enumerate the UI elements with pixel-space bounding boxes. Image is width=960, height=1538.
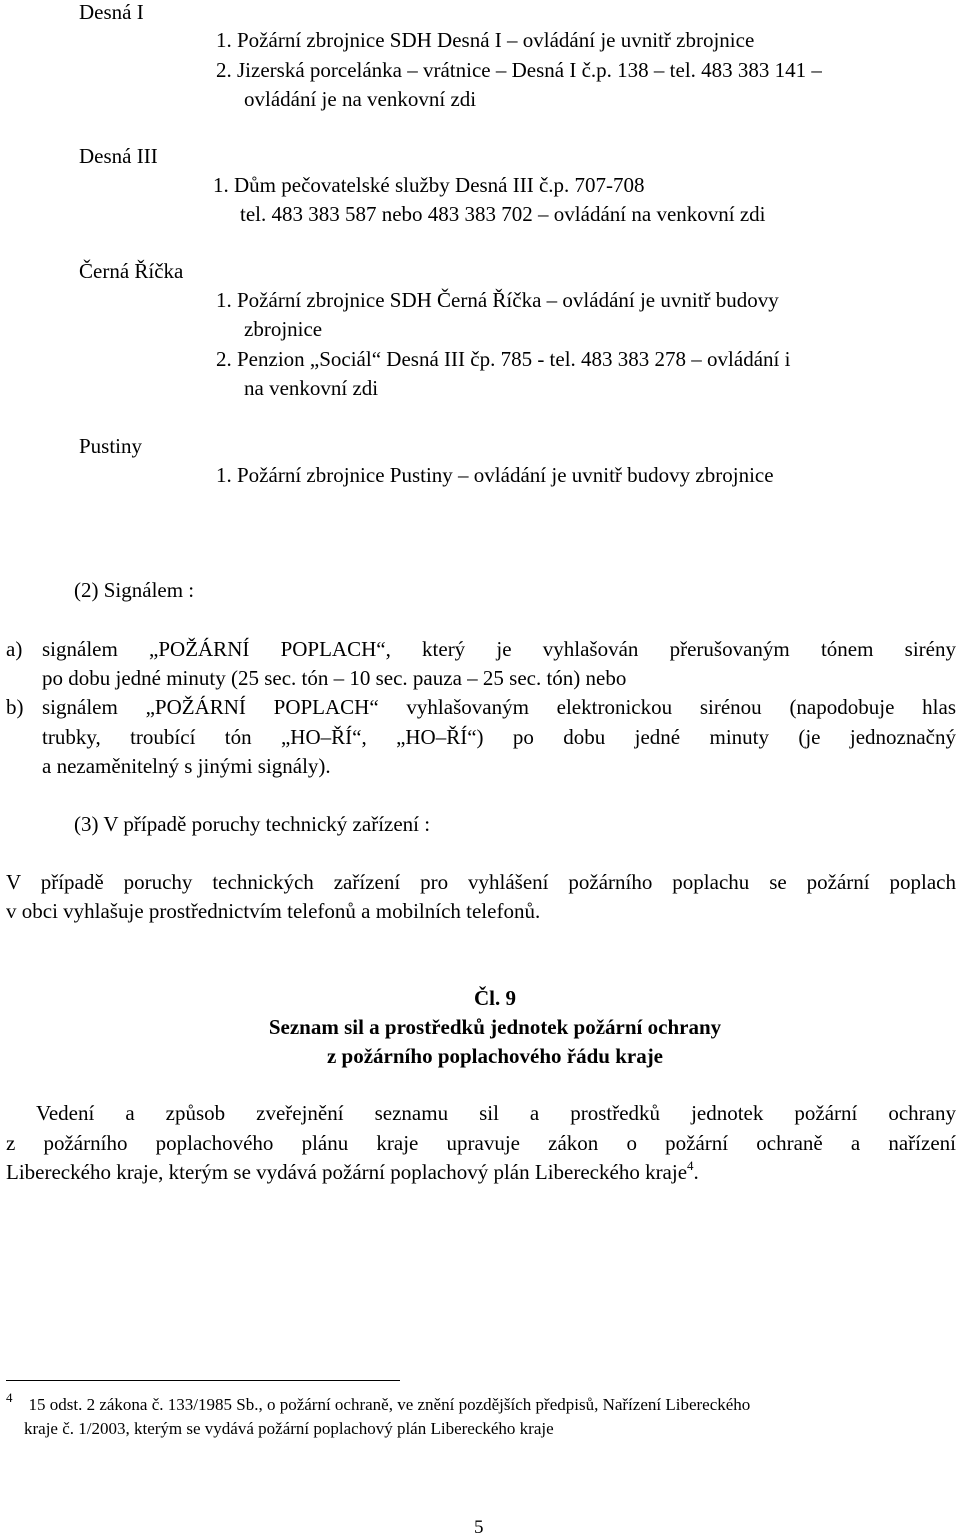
- item-marker: a): [6, 637, 23, 661]
- list-item: 1. Požární zbrojnice Pustiny – ovládání je uvnitř budovy zbrojnice: [216, 463, 774, 487]
- article-title: Seznam sil a prostředků jednotek požární ochrany: [268, 1015, 722, 1039]
- signal-b-line: a nezaměnitelný s jinými signály).: [42, 754, 331, 778]
- article-number: Čl. 9: [474, 986, 516, 1010]
- failure-line: v obci vyhlašuje prostřednictvím telefonů a mobilních telefonů.: [6, 899, 541, 923]
- signal-a-line: signálem „POŽÁRNÍ POPLACH“, který je vyhlašován přerušovaným tónem sirény: [42, 637, 956, 661]
- signal-b-line: signálem „POŽÁRNÍ POPLACH“ vyhlašovaným elektronickou sirénou (napodobuje hlas: [42, 695, 956, 719]
- list-item: 1. Dům pečovatelské služby Desná III č.p. 707-708: [213, 173, 645, 197]
- place-pustiny: Pustiny: [79, 434, 143, 458]
- item-marker: b): [6, 695, 24, 719]
- place-desna-3: Desná III: [79, 144, 158, 168]
- failure-heading: (3) V případě poruchy technický zařízení :: [74, 812, 431, 836]
- article-body-line: z požárního poplachového plánu kraje upravuje zákon o požární ochraně a nařízení: [6, 1131, 956, 1155]
- list-item: 2. Jizerská porcelánka – vrátnice – Desná I č.p. 138 – tel. 483 383 141 –: [216, 58, 822, 82]
- article-body-line: [6, 1158, 699, 1184]
- place-cerna-ricka: Černá Říčka: [79, 259, 184, 283]
- signal-heading: (2) Signálem :: [74, 578, 195, 602]
- footnote-text: 15 odst. 2 zákona č. 133/1985 Sb., o požární ochraně, ve znění pozdějších předpisů, Nařízení Libereckého: [28, 1395, 751, 1414]
- list-item: 1. Požární zbrojnice SDH Černá Říčka – ovládání je uvnitř budovy: [216, 288, 779, 312]
- list-item: zbrojnice: [244, 317, 323, 341]
- footnote-rule: [6, 1380, 400, 1381]
- footnote-reference[interactable]: 4: [687, 1158, 694, 1173]
- article-title-line2: z požárního poplachového řádu kraje: [326, 1044, 664, 1068]
- list-item: na venkovní zdi: [244, 376, 379, 400]
- article-body-end: .: [693, 1160, 699, 1184]
- failure-line: V případě poruchy technických zařízení pro vyhlášení požárního poplachu se požární poplach: [6, 870, 956, 894]
- signal-a-line: po dobu jedné minuty (25 sec. tón – 10 sec. pauza – 25 sec. tón) nebo: [42, 666, 627, 690]
- footnote-text-line2: kraje č. 1/2003, kterým se vydává požární poplachový plán Libereckého kraje: [24, 1419, 554, 1438]
- article-body-line: Vedení a způsob zveřejnění seznamu sil a prostředků jednotek požární ochrany: [36, 1101, 956, 1125]
- article-body-text: Libereckého kraje, kterým se vydává požární poplachový plán Libereckého kraje: [6, 1160, 688, 1184]
- footnote: [6, 1390, 751, 1414]
- list-item: ovládání je na venkovní zdi: [244, 87, 477, 111]
- footnote-marker: 4: [6, 1390, 13, 1406]
- page-number: 5: [474, 1517, 484, 1538]
- list-item: 2. Penzion „Sociál“ Desná III čp. 785 - tel. 483 383 278 – ovládání i: [216, 347, 791, 371]
- signal-b-line: trubky, troubící tón „HO–ŘÍ“, „HO–ŘÍ“) po dobu jedné minuty (je jednoznačný: [42, 725, 956, 749]
- list-item: tel. 483 383 587 nebo 483 383 702 – ovládání na venkovní zdi: [240, 202, 766, 226]
- list-item: 1. Požární zbrojnice SDH Desná I – ovládání je uvnitř zbrojnice: [216, 28, 755, 52]
- place-desna-1: Desná I: [79, 0, 144, 24]
